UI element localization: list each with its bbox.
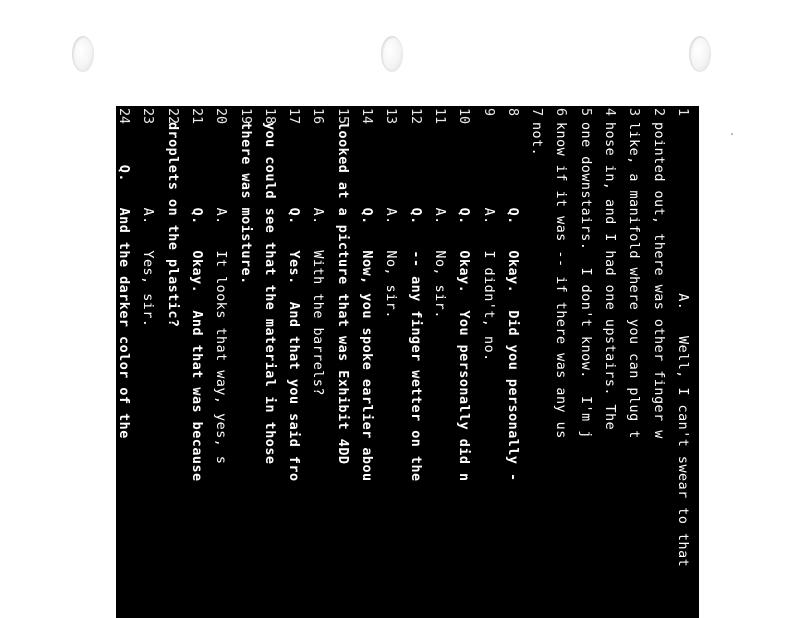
transcript-line [524,106,548,618]
line-text: A. No, sir. [432,122,447,319]
line-number: 9 [480,108,496,117]
line-number: 10 [456,108,472,125]
line-text: A. It looks that way, yes, s [213,122,229,465]
transcript-line [573,106,597,618]
transcript-page [116,106,699,618]
transcript-line [500,106,524,618]
transcript-line [597,106,621,618]
line-text: A. No, sir. [383,122,399,319]
line-text: A. With the barrels? [310,122,326,396]
transcript-line [451,106,475,618]
line-text: Q. Yes. And that you said fro [286,122,302,482]
transcript-line [135,106,159,618]
line-number: 6 [553,108,569,117]
transcript-line [305,106,329,618]
transcript-line [184,106,208,618]
line-number: 8 [504,108,520,117]
line-text: Q. Okay. You personally did n [456,122,472,482]
line-number: 14 [359,108,375,125]
line-text: hose in, and I had one upstairs. The [602,122,618,431]
line-text: not. [529,122,545,157]
transcript-line [232,106,256,618]
transcript-body [116,106,699,618]
transcript-line [159,106,183,618]
transcript-line [645,106,669,618]
line-number: 1 [675,108,690,117]
punch-hole-left [72,36,94,72]
line-number: 2 [650,108,666,117]
line-text: like, a manifold where you can plug t [626,122,642,439]
line-text: pointed out, there was other finger w [650,122,666,439]
transcript-line [116,106,135,618]
line-text: there was moisture. [237,122,253,285]
line-text: one downstairs. I don't know. I'm j [577,122,593,439]
line-number: 13 [383,108,399,125]
line-text: Q. -- any finger wetter on the [407,122,423,482]
line-text: looked at a picture that was Exhibit 4DD [334,122,350,465]
transcript-line [475,106,499,618]
transcript-line [257,106,281,618]
line-number: 17 [286,108,302,125]
punch-hole-middle [381,36,403,72]
transcript-line [208,106,232,618]
line-number: 18 [261,108,277,125]
line-text: Q. Okay. Did you personally - [504,122,520,482]
line-number: 12 [407,108,423,125]
line-number: 7 [529,108,545,117]
line-number: 21 [189,108,204,125]
transcript-line [621,106,645,618]
transcript-line [402,106,426,618]
transcript-line [670,106,694,618]
line-text: A. Yes, sir. [140,122,156,328]
line-text: know if it was -- if there was any us [553,122,569,439]
line-number: 20 [213,108,229,125]
line-text: Q. Okay. And that was because [189,122,204,482]
transcript-line [427,106,451,618]
line-number: 4 [602,108,618,117]
transcript-line [281,106,305,618]
punch-hole-right [689,36,711,72]
transcript-line [378,106,402,618]
line-text: you could see that the material in those [261,122,277,465]
line-text: Q. And the darker color of the [116,122,132,439]
line-number: 3 [626,108,642,117]
line-number: 16 [310,108,326,125]
line-text: droplets on the plastic? [164,122,180,328]
line-number: 5 [577,108,593,117]
line-number: 19 [237,108,253,125]
line-number: 22 [164,108,180,125]
line-number: 24 [116,108,132,125]
line-text: Q. Now, you spoke earlier abou [359,122,375,482]
line-number: 23 [140,108,156,125]
transcript-line [354,106,378,618]
transcript-line [548,106,572,618]
line-text: A. I didn't, no. [480,122,496,362]
line-number: 15 [334,108,350,125]
transcript-line [330,106,354,618]
line-number: 11 [432,108,447,125]
paper-speck [731,133,733,135]
line-text: A. Well, I can't swear to that [675,122,690,568]
